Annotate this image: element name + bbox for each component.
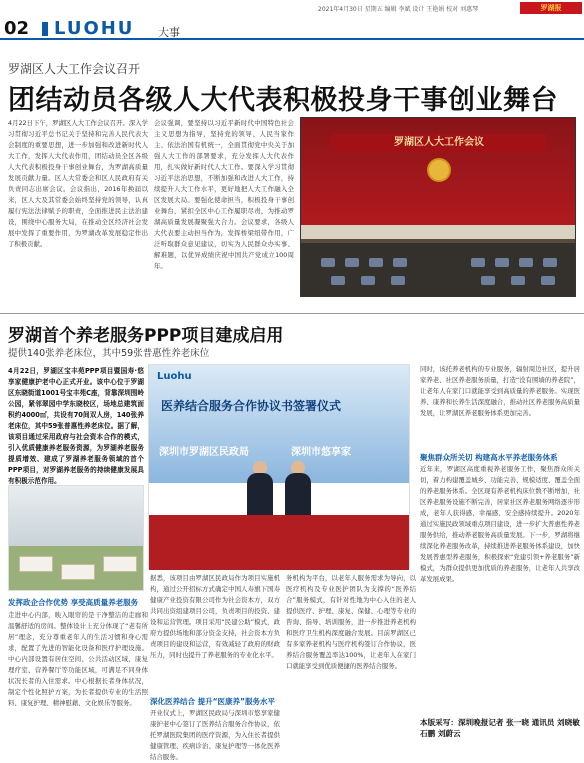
photo-sign-right: 深圳市悠享家: [291, 447, 351, 458]
byline: 本版采写：深圳晚报记者 张一晓 通讯员 刘晓敏 石鹏 刘蔚云: [420, 718, 580, 738]
story2-subhead: 提供140张养老床位，其中59张普惠性养老床位: [8, 348, 210, 359]
section-divider: [0, 313, 584, 314]
page-number-bar: [42, 22, 48, 36]
story2-lead: 4月22日，罗湖区宝丰苑PPP项目暨国寿·悠享家健康护老中心正式开业。该中心位于罗湖区东晓街道1001号宝丰苑C座，背靠深圳围岭公园，紧邻翠园中学东晓校区，场地总建筑面积约4000㎡，共设有70间双人房，140张养老床位，其中59张普惠性养老床位。据了解，该项目通过采用政府与社会资本合作的模式，引入优质健康养老服务资源，为罗湖养老服务提质增效、建成了罗湖养老服务领域的首个PPP项目，对罗湖养老服务的持续健康发展具有积极示范作用。: [8, 367, 144, 485]
story2-column-b: 据悉，该项目由罗湖区民政局作为项目实施机构，通过公开招标方式确定中国人寿旗下国寿健康产业投资有限公司作为社会资本方，双方共同出资组建项目公司，负责项目的投资、建设和运营管理。项目采用“民建公助”模式，政府方提供场地和部分资金支持，社会资本方负责项目的建设和运营，有效减轻了政府的财政压力，同时也提升了养老服务的专业化水平。: [150, 574, 280, 659]
story1-photo: [300, 117, 576, 297]
brand-logo: LUOHU: [54, 18, 135, 39]
story2-column-d2: 近年来，罗湖区高度重视养老服务工作，聚焦群众所关切，着力构建覆盖城乡、功能完善、规模适度、覆盖全面的养老服务体系。全区现有养老机构床位数不断增加，社区养老服务设施不断完善，居家社区养老服务网络逐步形成，老年人获得感、幸福感、安全感持续提升。2020年通过实施民政领域重点项目建设，进一步扩大普惠性养老服务供给，推动养老服务高质量发展。下一步，罗湖将继续深化养老服务改革，持续推进养老服务体系建设，加快发展普惠型养老服务，积极探索“党建引领+养老服务”新模式，为群众提供更加优质的养老服务，让老年人共享改革发展成果。: [420, 465, 580, 583]
care-center-photo: [8, 485, 144, 591]
photo-sign-left: 深圳市罗湖区民政局: [159, 447, 249, 458]
story2-subheading-2: 深化医养结合 提升“医康养”服务水平: [150, 697, 275, 706]
signing-ceremony-photo: [148, 364, 410, 569]
story2-subheading-3: 聚焦群众所关切 构建高水平养老服务体系: [420, 453, 558, 462]
photo-banner: 罗湖区人大工作会议: [331, 134, 547, 152]
story2-column-c: 务机构为平台，以老年人服务需求为导向，以医疗机构及专业医护团队为支撑的“医养结合”服务模式，有针对性地为中心入住的老人提供医疗、护理、康复、保健、心理等专业的咨询、指导、培训服务，进一步推进养老机构和医疗卫生机构深度融合发展。目前罗湖区已有多家养老机构与医疗机构签订合作协议，医养结合服务覆盖率达100%，让老年人在家门口就能享受到优质便捷的医养结合服务。: [286, 574, 416, 670]
section-label: 大事: [158, 26, 180, 39]
page-header: [0, 0, 584, 40]
photo-title: 医养结合服务合作协议书签署仪式: [161, 399, 342, 413]
page-number: 02: [4, 18, 30, 39]
story2-subheading-1: 发挥政企合作优势 享受高质量养老服务: [8, 598, 139, 607]
story2-column-a: 走进中心内部，映入眼帘的是干净整洁的走廊和温馨舒适的房间。整体设计上充分体现了“老有所居”理念，充分尊重老年人的生活习惯和身心需求，配置了先进的智能化设备和医疗护理设施。中心内部设置有居住空间、公共活动区域、康复理疗室、营养餐厅等功能区域，可满足不同身体状况长者的入住需求。中心根据长者身体状况，制定个性化照护方案，为长者提供专业的生活照料、康复护理、精神慰藉、文化娱乐等服务。: [8, 611, 148, 707]
masthead-logo: 罗湖报: [520, 2, 582, 14]
story2-headline: 罗湖首个养老服务PPP项目建成启用: [8, 326, 284, 346]
photo-logo: Luohu: [157, 371, 192, 382]
story2-column-d: 同时，该托养老机构的专业服务，辐射周边社区，提升居家养老、社区养老服务质量，打造“没有围墙的养老院”，让老年人在家门口就能享受到高质量的养老服务。实现医养、康养和长养生活深度融合，推动社区养老服务高质量发展，让罗湖区养老服务体系更加完善。: [420, 365, 580, 417]
story1-column-1: 4月22日下午，罗湖区人大工作会议召开。深入学习贯彻习近平总书记关于坚持和完善人民代表大会制度的重要思想，进一步加强和改进新时代人大工作，发挥人大代表作用，团结动员全区各级人大代表积极投身干事创业舞台，为罗湖高质量发展贡献力量。区人大常委会和区人民政府有关负责同志出席会议。会议指出，2016年换届以来，区人大及其常委会始终坚持党的领导，认真履行宪法法律赋予的职责，全面推进民主法治建设，围绕中心服务大局，在推动全区经济社会发展中发挥了重要作用，为罗湖改革发展稳定作出了积极贡献。: [8, 119, 149, 248]
story1-kicker: 罗湖区人大工作会议召开: [8, 62, 141, 76]
story1-column-2: 会议强调，要坚持以习近平新时代中国特色社会主义思想为指导，坚持党的领导、人民当家作主、依法治国有机统一，全面贯彻党中央关于加强人大工作的部署要求，充分发挥人大代表作用，扎实做好新时代人大工作。要深入学习贯彻习近平法治思想，不断加强和改进人大工作，持续提升人大工作水平，更好地把人大工作融入全区发展大局。要强化使命担当，积极投身干事创业舞台，紧扣全区中心工作履职尽责，为推动罗湖高质量发展凝聚强大合力。会议要求，各级人大代表要主动担当作为，发挥桥梁纽带作用，广泛听取群众意见建议，切实为人民群众办实事、解难题，以优异成绩庆祝中国共产党成立100周年。: [154, 119, 294, 270]
emblem-icon: [427, 158, 451, 182]
issue-meta: 2021年4月30日 星期五 编辑 李斌 设计 王艳娟 校对 刘惠琴: [318, 6, 479, 13]
story2-column-b2: 开业仪式上，罗湖区民政局与深圳市悠享家健康护老中心签订了医养结合服务合作协议，依托罗湖医院集团的医疗资源，为入住长者提供健康管理、疾病诊治、康复护理等一体化医养结合服务。: [150, 709, 280, 761]
story1-headline: 团结动员各级人大代表积极投身干事创业舞台: [8, 85, 558, 116]
